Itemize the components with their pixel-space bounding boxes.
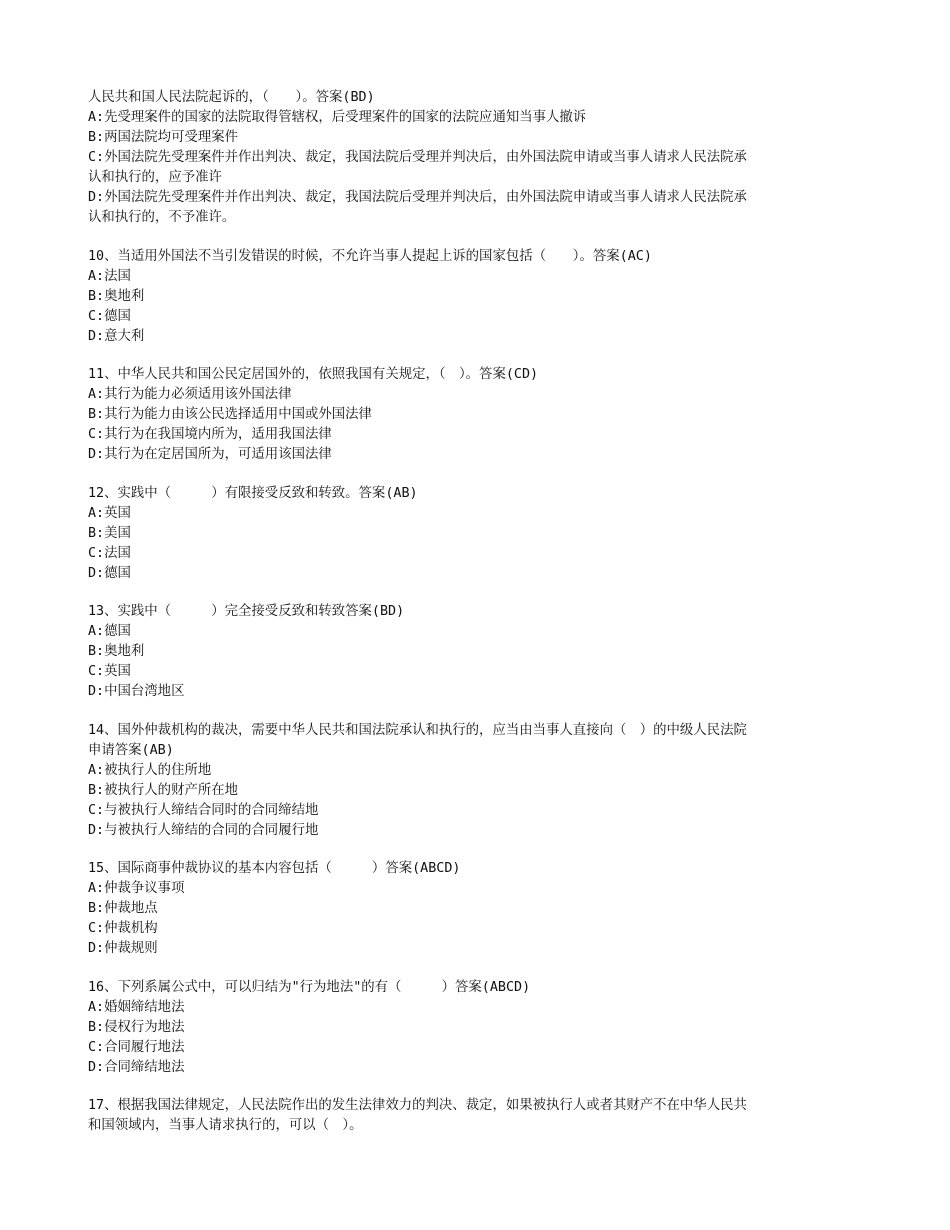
option-d: D:合同缔结地法 xyxy=(88,1059,185,1075)
option-d: D:外国法院先受理案件并作出判决、裁定，我国法院后受理并判决后，由外国法院申请或当事人请求人民法院承 xyxy=(88,190,747,205)
option-c-continued: 认和执行的，应予准许 xyxy=(88,170,222,185)
option-c: C:外国法院先受理案件并作出判决、裁定，我国法院后受理并判决后，由外国法院申请或当事人请求人民法院承 xyxy=(88,150,747,165)
option-b: B:美国 xyxy=(88,525,131,541)
option-d: D:意大利 xyxy=(88,328,145,344)
question-block xyxy=(88,88,858,228)
question-stem: 10、当适用外国法不当引发错误的时候，不允许当事人提起上诉的国家包括（ ）。答案(AC) xyxy=(88,248,652,264)
question-stem-continued: 申请答案(AB) xyxy=(88,742,174,758)
question-block xyxy=(88,247,858,347)
option-a: A:德国 xyxy=(88,624,131,639)
option-d: D:仲裁规则 xyxy=(88,941,158,956)
option-c: C:仲裁机构 xyxy=(88,921,158,936)
question-stem: 14、国外仲裁机构的裁决，需要中华人民共和国法院承认和执行的，应当由当事人直接向（ ）的中级人民法院 xyxy=(88,722,747,738)
question-stem: 13、实践中（ ）完全接受反致和转致答案(BD) xyxy=(88,604,405,619)
option-c: C:与被执行人缔结合同时的合同缔结地 xyxy=(88,802,319,818)
option-b: B:奥地利 xyxy=(88,288,145,304)
question-block xyxy=(88,602,858,702)
option-a: A:被执行人的住所地 xyxy=(88,762,212,778)
question-block xyxy=(88,1096,858,1136)
option-c: C:英国 xyxy=(88,664,131,679)
question-block xyxy=(88,721,858,841)
option-c: C:德国 xyxy=(88,308,131,324)
option-c: C:其行为在我国境内所为，适用我国法律 xyxy=(88,427,332,442)
option-d: D:德国 xyxy=(88,565,131,581)
option-d: D:其行为在定居国所为，可适用该国法律 xyxy=(88,447,332,462)
option-a: A:其行为能力必须适用该外国法律 xyxy=(88,387,292,402)
option-d-continued: 认和执行的，不予准许。 xyxy=(88,210,236,225)
question-block xyxy=(88,978,858,1078)
option-b: B:仲裁地点 xyxy=(88,901,158,916)
question-stem: 人民共和国人民法院起诉的，（ ）。答案(BD) xyxy=(88,90,375,105)
question-block xyxy=(88,859,858,959)
option-d: D:与被执行人缔结的合同的合同履行地 xyxy=(88,822,319,838)
option-a: A:婚姻缔结地法 xyxy=(88,999,185,1015)
option-b: B:奥地利 xyxy=(88,644,145,659)
question-stem: 16、下列系属公式中，可以归结为"行为地法"的有（ ）答案(ABCD) xyxy=(88,979,531,995)
option-b: B:被执行人的财产所在地 xyxy=(88,782,239,798)
option-a: A:仲裁争议事项 xyxy=(88,881,185,896)
option-a: A:英国 xyxy=(88,505,131,521)
option-b: B:其行为能力由该公民选择适用中国或外国法律 xyxy=(88,407,372,422)
option-d: D:中国台湾地区 xyxy=(88,684,185,699)
option-a: A:法国 xyxy=(88,268,131,284)
option-b: B:两国法院均可受理案件 xyxy=(88,130,239,145)
option-c: C:合同履行地法 xyxy=(88,1039,185,1055)
question-stem: 17、根据我国法律规定，人民法院作出的发生法律效力的判决、裁定，如果被执行人或者其财产不在中华人民共 xyxy=(88,1098,747,1113)
question-stem: 15、国际商事仲裁协议的基本内容包括（ ）答案(ABCD) xyxy=(88,861,461,876)
question-stem: 11、中华人民共和国公民定居国外的，依照我国有关规定，（ ）。答案(CD) xyxy=(88,367,539,382)
option-a: A:先受理案件的国家的法院取得管辖权，后受理案件的国家的法院应通知当事人撤诉 xyxy=(88,110,587,125)
option-c: C:法国 xyxy=(88,545,131,561)
question-block xyxy=(88,484,858,584)
question-stem: 12、实践中（ ）有限接受反致和转致。答案(AB) xyxy=(88,485,418,501)
question-stem-continued: 和国领域内，当事人请求执行的，可以（ ）。 xyxy=(88,1118,363,1133)
question-block xyxy=(88,365,858,465)
document-page xyxy=(88,88,858,1155)
option-b: B:侵权行为地法 xyxy=(88,1019,185,1035)
